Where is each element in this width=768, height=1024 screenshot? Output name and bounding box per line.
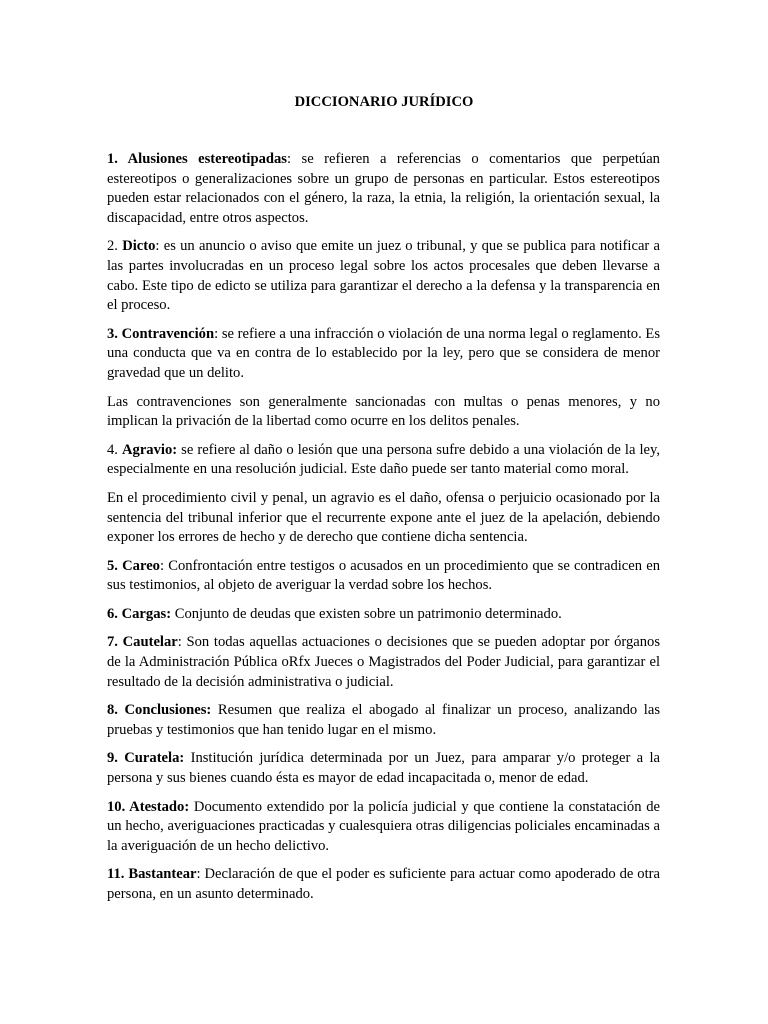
- entry-number: 8.: [107, 702, 125, 719]
- paragraph-text: Las contravenciones son generalmente sancionadas con multas o penas menores, y no implican la privación de la libertad como ocurre en los delitos penales.: [107, 393, 660, 430]
- entry-separator: :: [214, 325, 219, 342]
- document-title: DICCIONARIO JURÍDICO: [294, 94, 474, 110]
- entry-separator: :: [287, 151, 292, 167]
- entry-paragraph: [107, 441, 660, 480]
- entry-number: 9.: [107, 750, 125, 767]
- entry-term: Dicto: [122, 238, 156, 255]
- entry-term: Careo: [122, 557, 160, 574]
- entry-term: Agravio: [121, 441, 173, 458]
- continuation-paragraph: [107, 489, 660, 548]
- entry-paragraph: [107, 237, 660, 315]
- entry-separator: :: [166, 605, 172, 622]
- entry-number: 1.: [107, 151, 128, 167]
- entry-term: Contravención: [121, 325, 215, 342]
- entry-term: Atestado: [129, 798, 185, 815]
- entry-text: Resumen que realiza el abogado al finalizar un proceso, analizando las pruebas y testimonios que han tenido lugar en el mismo.: [107, 702, 660, 738]
- entry-text: se refiere al daño o lesión que una persona sufre debido a una violación de la ley, especialmente en una resolución judicial. Este daño puede ser tanto material como moral.: [107, 441, 661, 478]
- entry-paragraph: [107, 798, 660, 857]
- entry-paragraph: [107, 557, 660, 596]
- entry-number: 2.: [107, 238, 123, 255]
- entry-paragraph: [107, 633, 660, 692]
- entry-number: 3.: [107, 325, 122, 342]
- entry-separator: :: [179, 750, 185, 767]
- entry-number: 11.: [107, 866, 129, 883]
- entry-separator: :: [184, 798, 190, 815]
- entry-number: 7.: [107, 634, 123, 651]
- entry-number: 6.: [107, 605, 122, 622]
- entry-separator: :: [172, 441, 178, 458]
- paragraph-text: En el procedimiento civil y penal, un agravio es el daño, ofensa o perjuicio ocasionado por la sentencia del tribunal inferior que el recurrente expone ante el juez de la apelación, debiendo exponer los errores de hecho y de derecho que contiene dicha sentencia.: [107, 489, 660, 546]
- entry-text: Declaración de que el poder es suficiente para actuar como apoderado de otra persona, en un asunto determinado.: [107, 866, 661, 902]
- entry-text: Confrontación entre testigos o acusados en un procedimiento que se contradicen en sus testimonios, al objeto de averiguar la verdad sobre los hechos.: [107, 557, 661, 594]
- entry-number: 5.: [107, 557, 123, 574]
- entry-separator: :: [206, 702, 212, 719]
- entry-separator: :: [159, 557, 165, 574]
- entry-number: 10.: [107, 798, 130, 815]
- entry-separator: :: [196, 866, 201, 883]
- entry-term: Cautelar: [122, 634, 178, 651]
- entry-paragraph: [107, 150, 660, 228]
- entry-paragraph: [107, 605, 660, 625]
- entry-text: Documento extendido por la policía judicial y que contiene la constatación de un hecho, averiguaciones practicadas y cualesquiera otras diligencias policiales encaminadas a la averiguación de un hecho delictivo.: [107, 798, 660, 854]
- entry-separator: :: [177, 634, 182, 651]
- entry-term: Curatela: [124, 750, 180, 767]
- continuation-paragraph: [107, 393, 660, 432]
- entry-text: es un anuncio o aviso que emite un juez o tribunal, y que se publica para notificar a las partes involucradas en un proceso legal sobre los actos procesales que deben llevarse a cabo. Este tipo de edicto se utiliza para garantizar el derecho a la defensa y la transparencia en el proceso.: [107, 238, 660, 314]
- entry-text: Conjunto de deudas que existen sobre un patrimonio determinado.: [171, 605, 562, 622]
- entry-number: 4.: [107, 441, 122, 458]
- entry-term: Bastantear: [128, 866, 197, 883]
- document-body: [107, 150, 660, 914]
- entry-text: Institución jurídica determinada por un Juez, para amparar y/o proteger a la persona y sus bienes cuando ésta es mayor de edad incapacitada o, menor de edad.: [107, 750, 660, 787]
- entry-text: se refieren a referencias o comentarios que perpetúan estereotipos o generalizaciones sobre un grupo de personas en particular. Estos estereotipos pueden estar relacionados con el género, la raza, la etnia, la religión, la orientación sexual, la discapacidad, entre otros aspectos.: [107, 151, 660, 226]
- entry-paragraph: [107, 325, 660, 384]
- entry-text: Son todas aquellas actuaciones o decisiones que se pueden adoptar por órganos de la Administración Pública oRfx Jueces o Magistrados del Poder Judicial, para garantizar el resultado de la decisión administrativa o judicial.: [107, 634, 661, 690]
- entry-paragraph: [107, 749, 660, 788]
- entry-text: se refiere a una infracción o violación de una norma legal o reglamento. Es una conducta que va en contra de lo establecido por la ley, pero que se considera de menor gravedad que un delito.: [107, 325, 660, 381]
- entry-paragraph: [107, 701, 660, 740]
- entry-term: Conclusiones: [124, 702, 207, 719]
- entry-paragraph: [107, 865, 660, 904]
- entry-term: Cargas: [121, 605, 167, 622]
- entry-separator: :: [155, 238, 160, 255]
- entry-term: Alusiones estereotipadas: [127, 151, 287, 167]
